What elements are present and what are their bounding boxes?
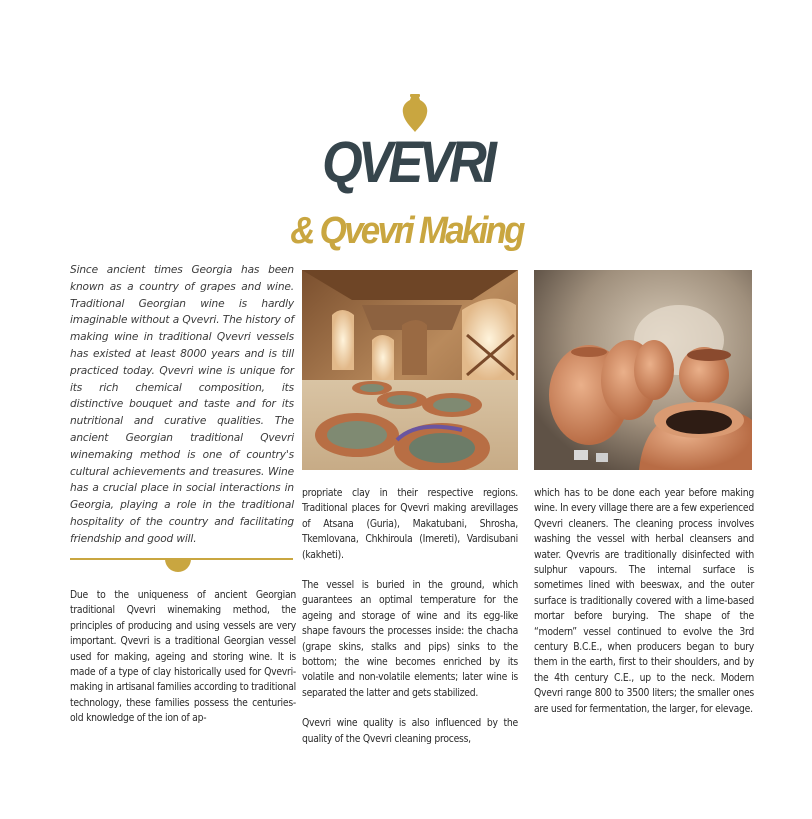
paragraph: Due to the uniqueness of ancient Georgian traditional Qvevri winemaking method, the principles of producing and using vessels are very important. Qvevri is a traditional Georgian vessel used for making, ageing and storing wine. It is made of a type of clay historically used for Qvevri-making in artisanal families according to traditional technology, these families possess the centuries-old knowledge of the ion of ap- [70,589,296,725]
intro-paragraph: Since ancient times Georgia has been known as a country of grapes and wine. Traditional Georgian wine is hardly imaginable without a Qvevri. The history of making wine in traditional Qvevri vessels has existed at least 8000 years and is till practiced today. Qvevri wine is unique for its rich chemical composition, its distinctive bouquet and taste and for its nutritional and curative qualities. The ancient Georgian traditional Qvevri winemaking method is one of country's cultural achievements and treasures. Wine has a crucial place in social interactions in Georgia, playing a role in the traditional hospitality of the country and facilitating friendship and good will. [70,264,294,545]
qvevri-jar-icon [401,93,429,133]
body-column-3 [534,486,754,732]
paragraph: The vessel is buried in the ground, which guarantees an optimal temperature for the ageing and storage of wine and its egg-like shape favours the processes inside: the chacha (grape skins, stalks and pips) sinks to the bottom; the wine becomes enriched by its volatile and non-volatile elements; later wine is separated the latter and gets stabilized. [302,579,518,699]
photo-qvevri-jars [534,270,752,470]
paragraph: Qvevri wine quality is also influenced by the quality of the Qvevri cleaning process, [302,717,518,745]
photo-wine-cellar [302,270,518,470]
body-column-1 [70,588,296,742]
page-title: QVEVRI [322,130,493,195]
body-column-2 [302,486,518,762]
page-subtitle: & Qvevri Making [290,210,523,252]
paragraph: propriate clay in their respective regions. Traditional places for Qvevri making arevillages of Atsana (Guria), Makatubani, Shrosha, Tkemlovana, Chkhiroula (Imereti), Vardisubani (kakheti). [302,487,518,561]
divider-semicircle [165,559,191,572]
paragraph: which has to be done each year before making wine. In every village there are a few experienced Qvevri cleaners. The cleaning process involves washing the vessel with herbal cleansers and water. Qvevris are traditionally disinfected with sulphur vapours. The internal surface is sometimes lined with beeswax, and the outer surface is traditionally covered with a lime-based mortar before burying. The shape of the “modern” vessel continued to evolve the 3rd century B.C.E., when producers began to bury them in the earth, first to their shoulders, and by the 4th century C.E., up to the neck. Modern Qvevri range 800 to 3500 liters; the smaller ones are used for fermentation, the larger, for elevage. [534,487,754,715]
